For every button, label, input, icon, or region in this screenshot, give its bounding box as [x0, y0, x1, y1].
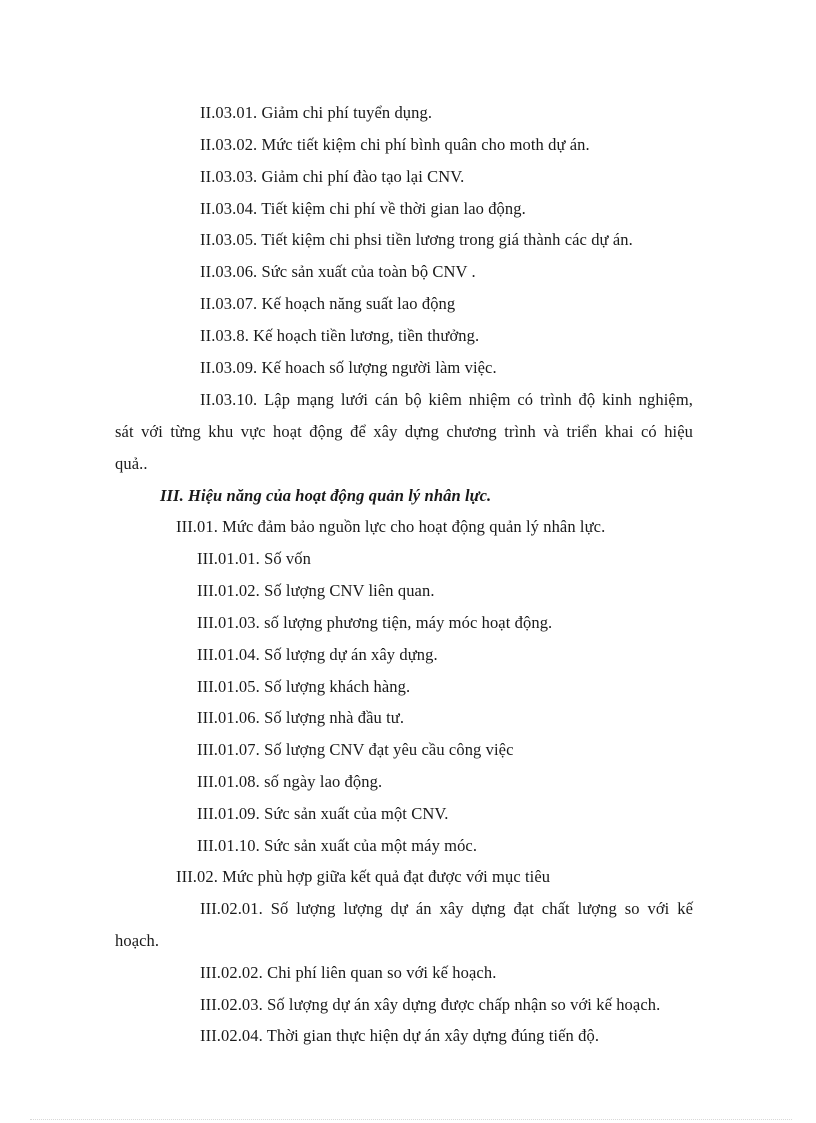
- list-item-long-line-2: sát với từng khu vực hoạt động để xây dựng chương trình và triển khai có hiệu: [115, 422, 693, 441]
- list-item: III.02.04. Thời gian thực hiện dự án xây dựng đúng tiến độ.: [200, 1026, 600, 1045]
- list-item: II.03.09. Kế hoach số lượng người làm việc.: [200, 358, 497, 377]
- list-item: III.02.02. Chi phí liên quan so với kế hoạch.: [200, 963, 497, 982]
- subsection-title: III.01. Mức đảm bảo nguồn lực cho hoạt động quản lý nhân lực.: [176, 517, 606, 536]
- list-item-long-line-1: II.03.10. Lập mạng lưới cán bộ kiêm nhiệm có trình độ kinh nghiệm,: [200, 390, 693, 409]
- list-item: III.01.06. Số lượng nhà đầu tư.: [197, 708, 405, 727]
- page-bottom-divider: [30, 1119, 792, 1120]
- list-item: III.01.01. Số vốn: [197, 549, 311, 568]
- list-item: II.03.02. Mức tiết kiệm chi phí bình quân cho moth dự án.: [200, 135, 590, 154]
- list-item-long-line-1: III.02.01. Số lượng lượng dự án xây dựng đạt chất lượng so với kế: [200, 899, 693, 918]
- list-item: II.03.03. Giảm chi phí đào tạo lại CNV.: [200, 167, 465, 186]
- list-item: II.03.06. Sức sản xuất của toàn bộ CNV .: [200, 262, 476, 281]
- list-item: III.01.04. Số lượng dự án xây dựng.: [197, 645, 438, 664]
- list-item: II.03.04. Tiết kiệm chi phí về thời gian lao động.: [200, 199, 526, 218]
- section-heading: III. Hiệu năng của hoạt động quản lý nhân lực.: [160, 486, 492, 505]
- list-item: III.02.03. Số lượng dự án xây dựng được chấp nhận so với kế hoạch.: [200, 995, 661, 1014]
- list-item: III.01.07. Số lượng CNV đạt yêu cầu công việc: [197, 740, 514, 759]
- list-item-long-line-3: quả..: [115, 454, 148, 473]
- list-item: II.03.07. Kế hoạch năng suất lao động: [200, 294, 456, 313]
- list-item: II.03.8. Kế hoạch tiền lương, tiền thưởng.: [200, 326, 480, 345]
- list-item: II.03.05. Tiết kiệm chi phsi tiền lương trong giá thành các dự án.: [200, 230, 633, 249]
- list-item: III.01.08. số ngày lao động.: [197, 772, 383, 791]
- list-item: II.03.01. Giảm chi phí tuyển dụng.: [200, 103, 433, 122]
- list-item: III.01.09. Sức sản xuất của một CNV.: [197, 804, 449, 823]
- subsection-title: III.02. Mức phù hợp giữa kết quả đạt được với mục tiêu: [176, 867, 551, 886]
- list-item: III.01.02. Số lượng CNV liên quan.: [197, 581, 435, 600]
- list-item: III.01.10. Sức sản xuất của một máy móc.: [197, 836, 478, 855]
- list-item: III.01.03. số lượng phương tiện, máy móc hoạt động.: [197, 613, 553, 632]
- list-item: III.01.05. Số lượng khách hàng.: [197, 677, 411, 696]
- list-item-long-line-2: hoạch.: [115, 931, 160, 950]
